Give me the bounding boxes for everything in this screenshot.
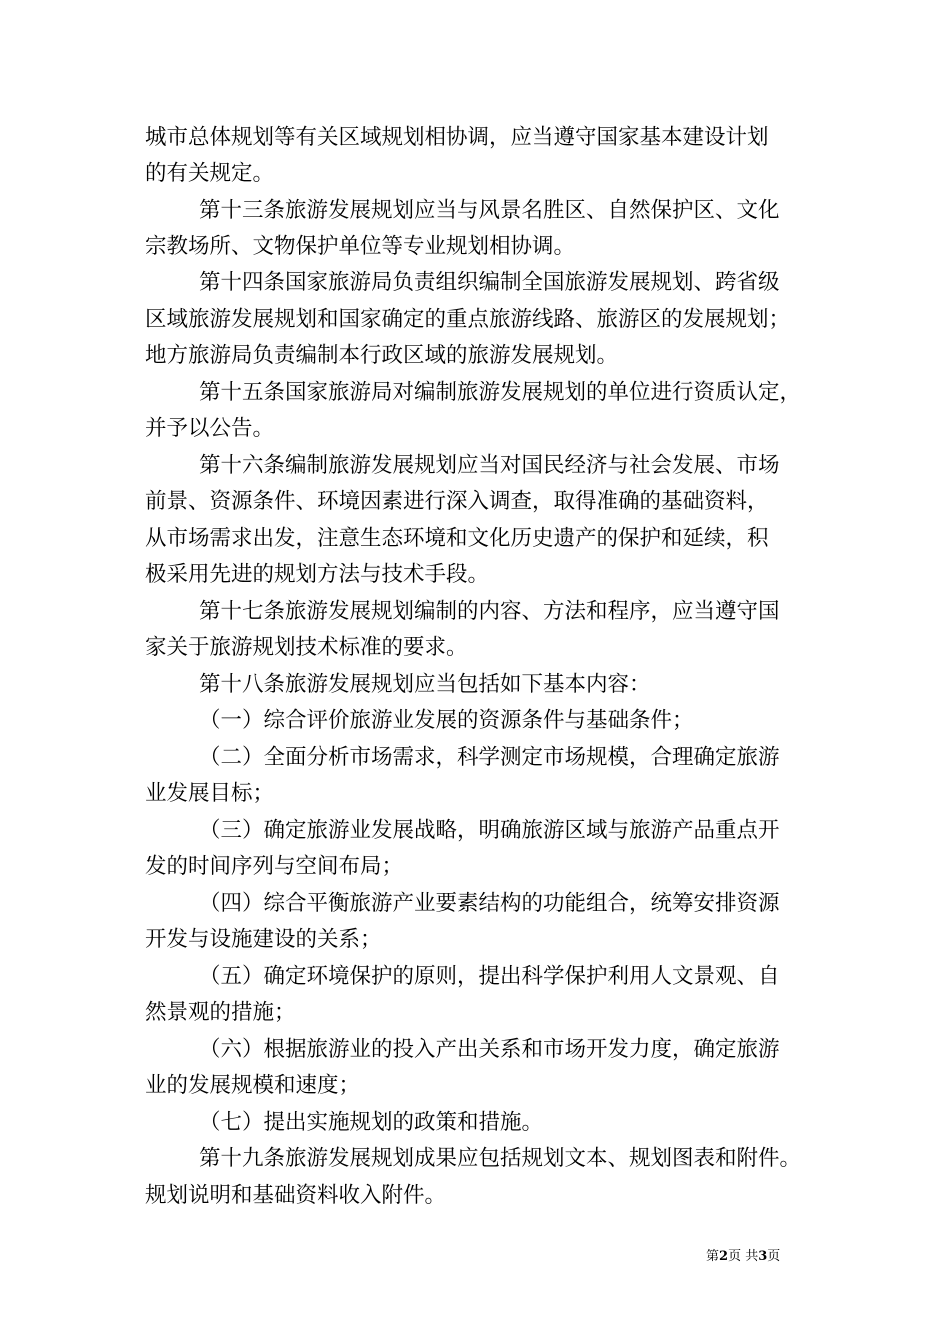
text-line: 的有关规定。: [145, 161, 275, 186]
footer-middle: 页 共: [728, 1249, 759, 1264]
text-line: 从市场需求出发，注意生态环境和文化历史遗产的保护和延续，积: [145, 526, 769, 551]
text-line: （三）确定旅游业发展战略，明确旅游区域与旅游产品重点开: [199, 818, 780, 843]
text-line: 第十七条旅游发展规划编制的内容、方法和程序，应当遵守国: [199, 599, 780, 624]
footer-prefix: 第: [706, 1249, 720, 1264]
text-line: 然景观的措施；: [145, 1000, 296, 1025]
text-line: 规划说明和基础资料收入附件。: [145, 1183, 447, 1208]
text-line: 第十五条国家旅游局对编制旅游发展规划的单位进行资质认定，: [199, 380, 802, 405]
text-line: 地方旅游局负责编制本行政区域的旅游发展规划。: [145, 343, 619, 368]
text-line: （一）综合评价旅游业发展的资源条件与基础条件；: [199, 708, 694, 733]
text-line: 第十八条旅游发展规划应当包括如下基本内容：: [199, 672, 651, 697]
text-line: 发的时间序列与空间布局；: [145, 854, 404, 879]
text-line: 第十四条国家旅游局负责组织编制全国旅游发展规划、跨省级: [199, 270, 780, 295]
text-line: 业发展目标；: [145, 781, 275, 806]
text-line: 并予以公告。: [145, 416, 275, 441]
footer-total-pages: 3: [758, 1249, 768, 1264]
text-line: （五）确定环境保护的原则，提出科学保护利用人文景观、自: [199, 964, 780, 989]
text-line: 开发与设施建设的关系；: [145, 927, 382, 952]
text-line: （六）根据旅游业的投入产出关系和市场开发力度，确定旅游: [199, 1037, 780, 1062]
text-line: 城市总体规划等有关区域规划相协调，应当遵守国家基本建设计划: [145, 125, 769, 150]
text-line: 极采用先进的规划方法与技术手段。: [145, 562, 490, 587]
text-line: 第十六条编制旅游发展规划应当对国民经济与社会发展、市场: [199, 453, 780, 478]
text-line: （二）全面分析市场需求，科学测定市场规模，合理确定旅游: [199, 745, 780, 770]
text-line: 宗教场所、文物保护单位等专业规划相协调。: [145, 234, 576, 259]
footer-page-number: 2: [719, 1249, 729, 1264]
page-footer: [706, 1248, 780, 1266]
text-line: 业的发展规模和速度；: [145, 1073, 361, 1098]
text-line: 区域旅游发展规划和国家确定的重点旅游线路、旅游区的发展规划；: [145, 307, 791, 332]
text-line: （七）提出实施规划的政策和措施。: [199, 1110, 544, 1135]
text-line: 第十三条旅游发展规划应当与风景名胜区、自然保护区、文化: [199, 198, 780, 223]
footer-suffix: 页: [767, 1249, 781, 1264]
text-line: 第十九条旅游发展规划成果应包括规划文本、规划图表和附件。: [199, 1146, 802, 1171]
text-line: 家关于旅游规划技术标准的要求。: [145, 635, 468, 660]
text-line: 前景、资源条件、环境因素进行深入调查，取得准确的基础资料，: [145, 489, 769, 514]
text-line: （四）综合平衡旅游产业要素结构的功能组合，统筹安排资源: [199, 891, 780, 916]
